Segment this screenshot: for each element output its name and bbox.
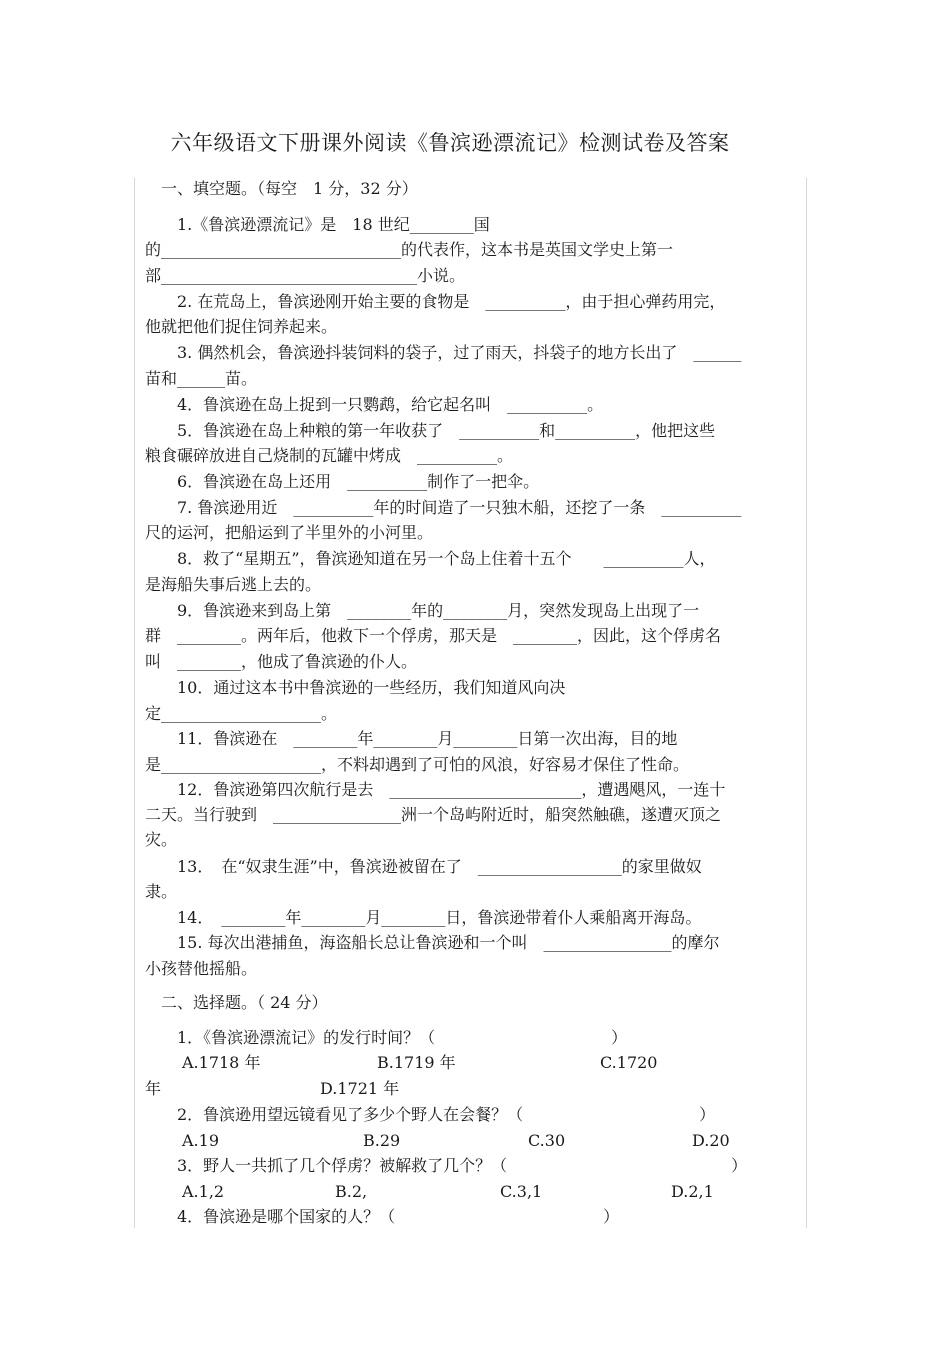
option-b[interactable]: B.1719 年 xyxy=(377,1053,456,1072)
question-4: 4．鲁滨逊是哪个国家的人？（ ） xyxy=(145,1207,620,1226)
text-line: 尺的运河，把船运到了半里外的小河里。 xyxy=(145,523,434,542)
option-d[interactable]: D.2,1 xyxy=(671,1182,714,1201)
option-d[interactable]: D.1721 年 xyxy=(320,1079,400,1098)
option-c[interactable]: C.3,1 xyxy=(500,1182,543,1201)
text-line: 2. 在荒岛上，鲁滨逊刚开始主要的食物是 __________，由于担心弹药用完， xyxy=(145,292,726,311)
question-2: 2．鲁滨逊用望远镜看见了多少个野人在会餐？（ ） xyxy=(145,1105,716,1124)
option-c[interactable]: C.30 xyxy=(528,1131,566,1150)
text-line: 定____________________。 xyxy=(145,704,338,723)
left-margin-line xyxy=(134,178,135,1228)
text-line: 二天。当行驶到 ________________洲一个岛屿附近时，船突然触礁，遂遭灭顶之 xyxy=(145,805,722,824)
text-line: 群 ________。两年后，他救下一个俘虏，那天是 ________，因此，这个俘虏名 xyxy=(145,626,722,645)
text-line: 12．鲁滨逊第四次航行是去 ________________________，遭遇飓风，一连十 xyxy=(145,780,726,799)
text-line: 14． ________年________月________日，鲁滨逊带着仆人乘船离开海岛。 xyxy=(145,908,702,927)
question-1-options-cont xyxy=(145,1076,810,1102)
text-line: 8．救了“星期五”，鲁滨逊知道在另一个岛上住着十五个 __________人， xyxy=(145,549,716,568)
text-line: 6．鲁滨逊在岛上还用 __________制作了一把伞。 xyxy=(145,472,540,491)
question-1: 1．《鲁滨逊漂流记》的发行时间？（ ） xyxy=(145,1028,628,1047)
text-line: 叫 ________，他成了鲁滨逊的仆人。 xyxy=(145,652,418,671)
option-b[interactable]: B.2, xyxy=(335,1182,368,1201)
text-line: 4．鲁滨逊在岛上捉到一只鹦鹉，给它起名叫 __________。 xyxy=(145,395,604,414)
option-c-cont: 年 xyxy=(145,1079,162,1098)
section-2-heading: 二、选择题。（ 24 分） xyxy=(145,993,328,1012)
option-a[interactable]: A.1,2 xyxy=(182,1182,225,1201)
option-a[interactable]: A.1718 年 xyxy=(182,1053,261,1072)
page-title: 六年级语文下册课外阅读《鲁滨逊漂流记》检测试卷及答案 xyxy=(170,131,730,155)
text-line: 9．鲁滨逊来到岛上第 ________年的________月，突然发现岛上出现了一 xyxy=(145,601,700,620)
question-3-options xyxy=(145,1179,810,1205)
text-line: 1.《鲁滨逊漂流记》是 18 世纪________国 xyxy=(145,215,490,234)
text-line: 他就把他们捉住饲养起来。 xyxy=(145,317,338,336)
option-b[interactable]: B.29 xyxy=(363,1131,401,1150)
text-line: 粮食碾碎放进自己烧制的瓦罐中烤成 __________。 xyxy=(145,446,514,465)
text-line: 的______________________________的代表作，这本书是英国文学史上第一 xyxy=(145,240,674,259)
text-line: 部________________________________小说。 xyxy=(145,266,466,285)
text-line: 是海船失事后逃上去的。 xyxy=(145,575,322,594)
text-line: 7. 鲁滨逊用近 __________年的时间造了一只独木船，还挖了一条 __________ xyxy=(145,498,742,517)
text-line: 小孩替他摇船。 xyxy=(145,959,258,978)
text-line: 是____________________，不料却遇到了可怕的风浪，好容易才保住了性命。 xyxy=(145,755,690,774)
text-line: 13． 在“奴隶生涯”中，鲁滨逊被留在了 __________________的家里做奴 xyxy=(145,857,702,876)
question-2-options xyxy=(145,1128,810,1154)
option-c[interactable]: C.1720 xyxy=(600,1053,658,1072)
question-1-options xyxy=(145,1050,810,1076)
text-line: 隶。 xyxy=(145,882,178,901)
text-line: 苗和______苗。 xyxy=(145,369,258,388)
text-line: 15. 每次出港捕鱼，海盗船长总让鲁滨逊和一个叫 ________________的摩尔 xyxy=(145,933,720,952)
option-d[interactable]: D.20 xyxy=(692,1131,730,1150)
text-line: 10．通过这本书中鲁滨逊的一些经历，我们知道风向决 xyxy=(145,678,566,697)
text-line: 11．鲁滨逊在 ________年________月________日第一次出海，目的地 xyxy=(145,729,678,748)
text-line: 3. 偶然机会，鲁滨逊抖装饲料的袋子，过了雨天，抖袋子的地方长出了 ______ xyxy=(145,343,742,362)
option-a[interactable]: A.19 xyxy=(182,1131,219,1150)
question-3: 3．野人一共抓了几个俘虏？被解救了几个？（ ） xyxy=(145,1156,748,1175)
section-1-heading: 一、填空题。（每空 1 分，32 分） xyxy=(145,179,418,198)
text-line: 5．鲁滨逊在岛上种粮的第一年收获了 __________和__________，他把这些 xyxy=(145,421,716,440)
text-line: 灾。 xyxy=(145,830,178,849)
